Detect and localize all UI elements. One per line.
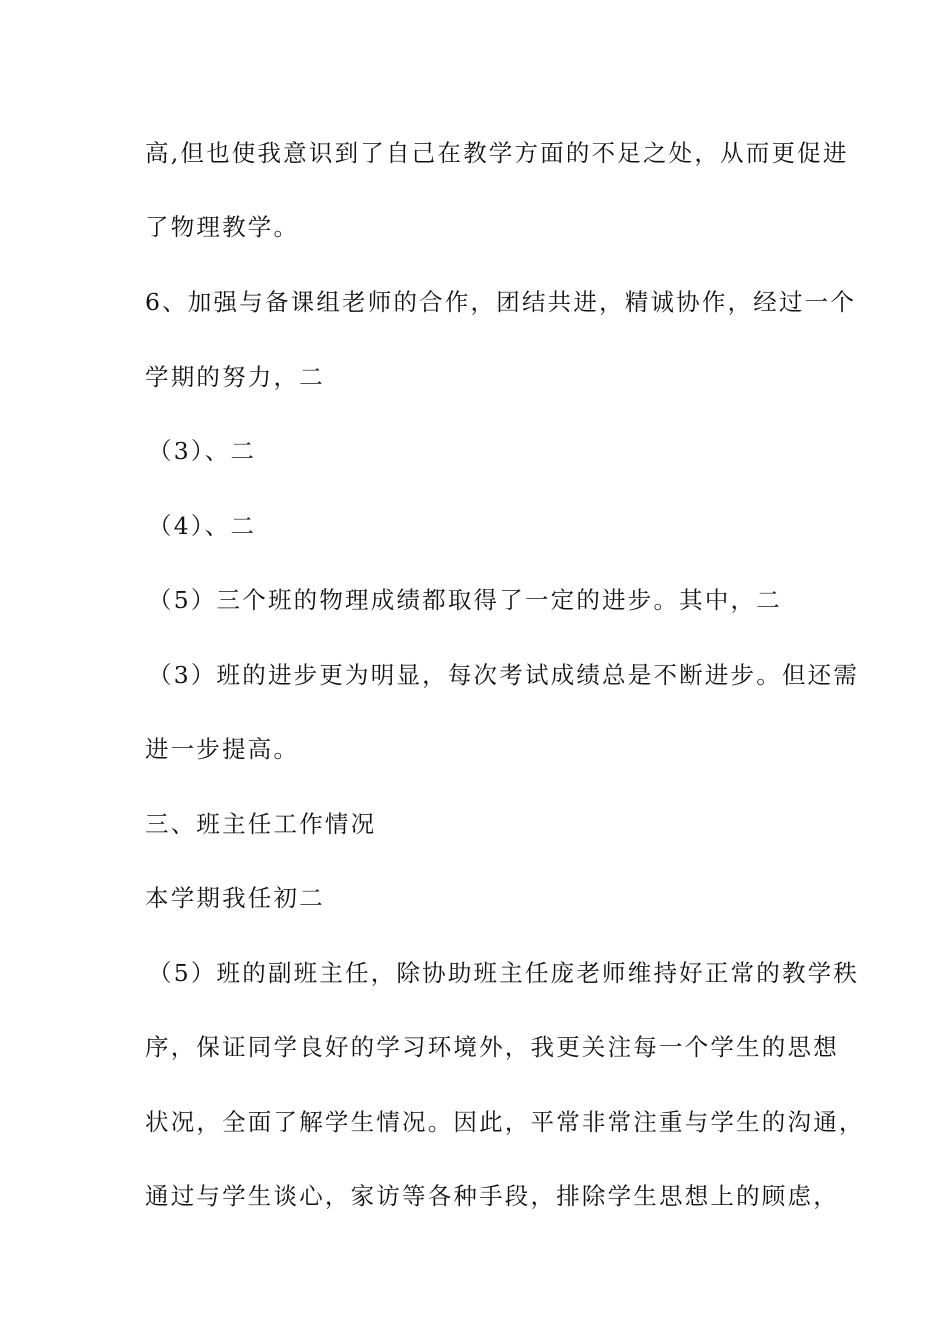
paragraph-line: 6、加强与备课组老师的合作，团结共进，精诚协作，经过一个 [145, 288, 857, 316]
paragraph-line: 通过与学生谈心，家访等各种手段，排除学生思想上的顾虑， [145, 1182, 839, 1210]
paragraph-line: 高,但也使我意识到了自己在教学方面的不足之处，从而更促进 [145, 139, 849, 167]
paragraph-line: 学期的努力，二 [145, 363, 325, 391]
paragraph-line: （5）三个班的物理成绩都取得了一定的进步。其中，二 [148, 586, 782, 614]
paragraph-line: （3）、二 [148, 437, 257, 465]
paragraph-line: 了物理教学。 [145, 213, 300, 241]
paragraph-line: 状况，全面了解学生情况。因此，平常非常注重与学生的沟通， [145, 1108, 865, 1136]
paragraph-line: （5）班的副班主任，除协助班主任庞老师维持好正常的教学秩 [148, 959, 860, 987]
paragraph-line: （4）、二 [148, 512, 257, 540]
paragraph-line: （3）班的进步更为明显，每次考试成绩总是不断进步。但还需 [148, 661, 860, 689]
paragraph-line: 本学期我任初二 [145, 884, 325, 912]
section-heading: 三、班主任工作情况 [145, 810, 377, 838]
paragraph-line: 进一步提高。 [145, 735, 300, 763]
paragraph-line: 序，保证同学良好的学习环境外，我更关注每一个学生的思想 [145, 1033, 839, 1061]
